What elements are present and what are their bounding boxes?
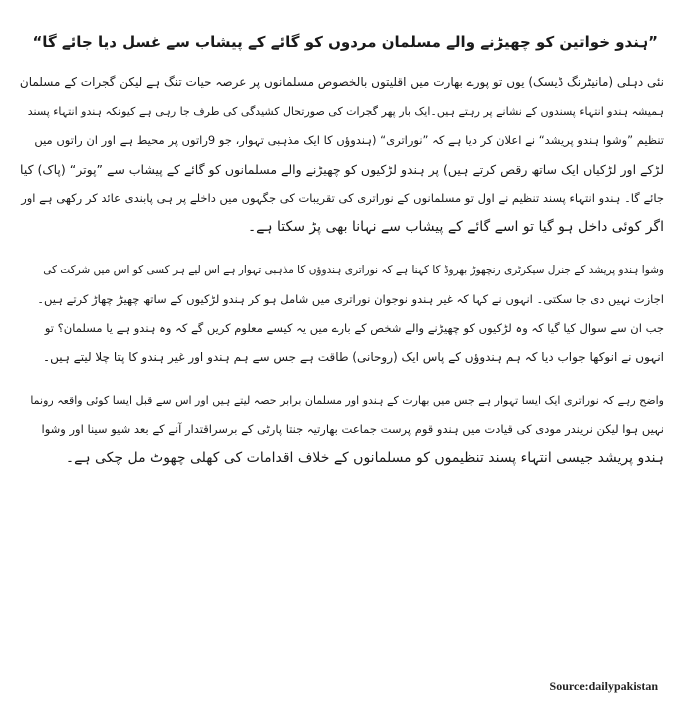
paragraph-line: انہوں نے انوکھا جواب دیا کہ ہم ہندوؤں کے پاس ایک (روحانی) طاقت ہے جس سے ہم ہندو اور غیر ہندو کا پتا چلا لیتے ہیں۔: [43, 350, 664, 364]
article-paragraph-3: [20, 386, 664, 473]
paragraph-line: اجازت نہیں دی جا سکتی۔ انہوں نے کہا کہ غیر ہندو نوجوان نوراتری میں شامل ہو کر ہندو لڑکیوں کے ساتھ چھیڑ چھاڑ کرتے ہیں۔: [37, 292, 664, 306]
paragraph-line: ہمیشہ ہندو انتہاء پسندوں کے نشانے پر رہتے ہیں۔ایک بار پھر گجرات کی صورتحال کشیدگی کی طرف جا رہی ہے کیونکہ ہندو انتہاء پسند: [27, 105, 664, 118]
paragraph-line: جائے گا۔ ہندو انتہاء پسند تنظیم نے اول تو مسلمانوں کے نوراتری کی تقریبات کی جگہوں میں داخلے پر ہی پابندی عائد کر رکھی ہے اور: [21, 191, 664, 205]
paragraph-line: جب ان سے سوال کیا گیا کہ وہ لڑکیوں کو چھیڑنے والے شخص کے بارے میں یہ کیسے معلوم کریں گے کہ وہ ہندو ہے یا مسلمان؟ تو: [44, 321, 664, 335]
paragraph-line: نہیں ہوا لیکن نریندر مودی کی قیادت میں ہندو قوم پرست جماعت بھارتیہ جنتا پارٹی کے برسراقتدار آنے کے بعد شیو سینا اور وشوا: [41, 422, 664, 436]
paragraph-line: نئی دہلی (مانیٹرنگ ڈیسک) یوں تو پورے بھارت میں اقلیتوں بالخصوص مسلمانوں پر عرصہ حیات تنگ ہے لیکن گجرات کے مسلمان: [20, 75, 664, 89]
article-paragraph-1: [20, 68, 664, 242]
paragraph-line: لڑکے اور لڑکیاں ایک ساتھ رقص کرتے ہیں) پر ہندو لڑکیوں کو چھیڑنے والے مسلمانوں کو گائے کے پیشاب سے ”پوتر“ (پاک) کیا: [20, 162, 664, 177]
article-headline: ”ہندو خواتین کو چھیڑنے والے مسلمان مردوں کو گائے کے پیشاب سے غسل دیا جائے گا“: [32, 33, 658, 51]
paragraph-line: وشوا ہندو پریشد کے جنرل سیکرٹری رنچھوڑ بھروڈ کا کہنا ہے کہ نوراتری ہندوؤں کا مذہبی تہوار ہے اس لیے ہر کسی کو اس میں شرکت کی: [43, 264, 664, 276]
paragraph-line: تنظیم ”وشوا ہندو پریشد“ نے اعلان کر دیا ہے کہ ”نوراتری“ (ہندوؤں کا ایک مذہبی تہوار، جو 9راتوں پر محیط ہے اور ان راتوں میں: [34, 133, 664, 147]
paragraph-line: ہندو پریشد جیسی انتہاء پسند تنظیموں کو مسلمانوں کے خلاف اقدامات کی کھلی چھوٹ مل چکی ہے۔: [65, 450, 664, 466]
paragraph-line: اگر کوئی داخل ہو گیا تو اسے گائے کے پیشاب سے نہانا بھی پڑ سکتا ہے۔: [247, 219, 664, 235]
paragraph-line: واضح رہے کہ نوراتری ایک ایسا تہوار ہے جس میں بھارت کے ہندو اور مسلمان برابر حصہ لیتے ہیں اور اس سے قبل ایسا کوئی واقعہ رونما: [30, 394, 664, 407]
article-source: Source:dailypakistan: [549, 679, 658, 693]
article-paragraph-2: [20, 256, 664, 372]
